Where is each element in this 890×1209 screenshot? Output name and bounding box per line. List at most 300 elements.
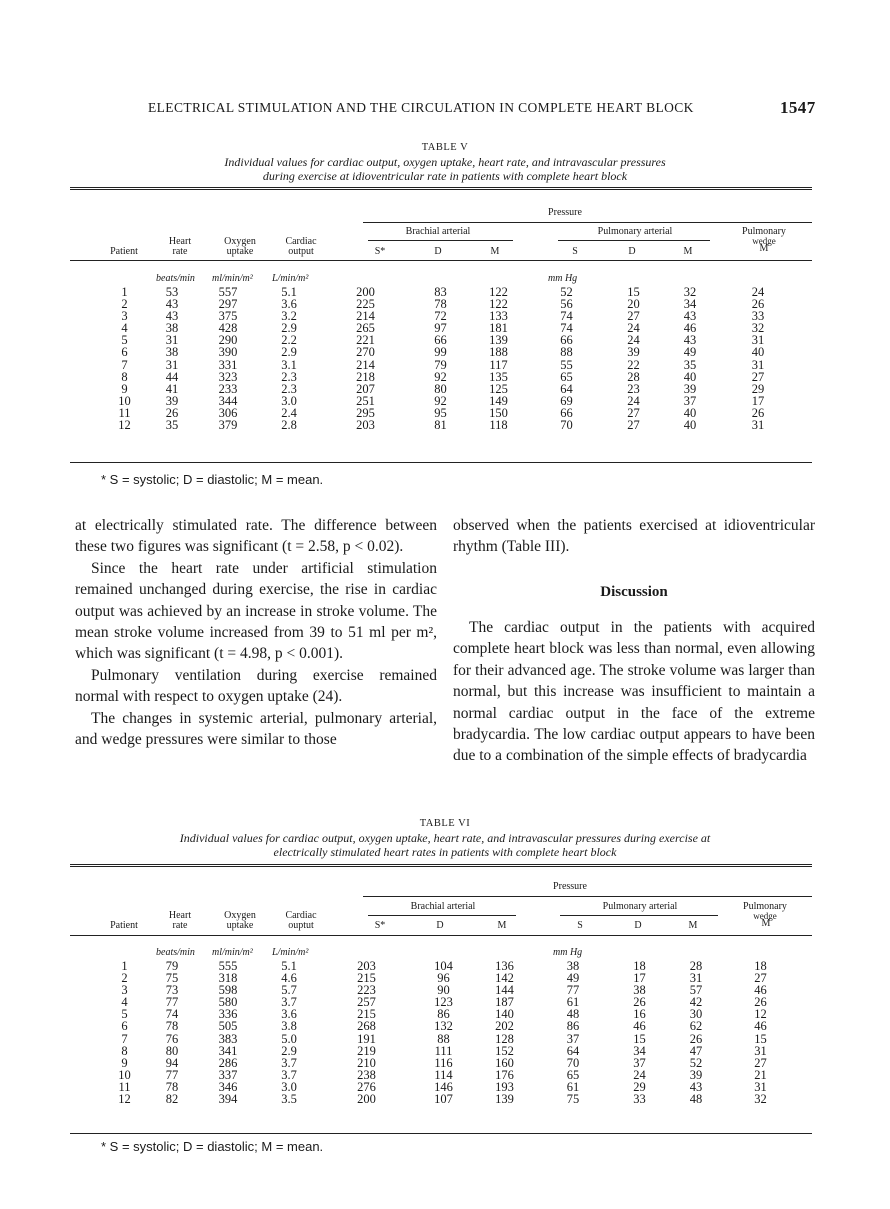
table-cell: 82 — [165, 1092, 179, 1107]
table-cell: 117 — [489, 357, 508, 372]
table-cell: 94 — [165, 1055, 179, 1070]
table-cell: 375 — [218, 309, 238, 324]
table-cell: 2.2 — [281, 333, 297, 348]
table-cell: 75 — [165, 971, 179, 986]
table5-m2-header: M — [683, 246, 693, 257]
table5-top-rule — [70, 187, 812, 190]
table-cell: 346 — [218, 1079, 238, 1094]
table6-units-pressure: mm Hg — [553, 947, 583, 958]
table-cell: 46 — [633, 1019, 646, 1034]
table-cell: 18 — [754, 959, 767, 973]
table-cell: 99 — [434, 345, 447, 360]
table5-wedge-header-2: wedge — [752, 236, 776, 246]
table-cell: 379 — [218, 418, 238, 433]
table-row — [102, 371, 798, 383]
table6-units-oxygen: ml/min/m² — [212, 947, 253, 958]
table5-patient-header: Patient — [110, 246, 138, 257]
table-cell: 3.7 — [281, 1067, 297, 1082]
table-cell: 27 — [754, 971, 767, 986]
table-cell: 43 — [683, 309, 697, 324]
table-cell: 5 — [121, 1007, 128, 1022]
table-cell: 86 — [437, 1007, 450, 1022]
table-cell: 580 — [218, 995, 238, 1010]
table-cell: 15 — [754, 1031, 767, 1046]
table5-brachial-header: Brachial arterial — [405, 226, 471, 237]
table-cell: 3.8 — [281, 1019, 297, 1034]
table-row — [102, 1020, 798, 1032]
table-cell: 31 — [751, 418, 765, 433]
table-cell: 336 — [218, 1007, 238, 1022]
table-cell: 6 — [121, 1019, 128, 1034]
table-cell: 74 — [560, 321, 573, 336]
table-cell: 39 — [165, 393, 179, 408]
table5-bottom-rule — [70, 462, 812, 463]
table-cell: 80 — [434, 381, 447, 396]
table-cell: 65 — [560, 369, 573, 384]
table-cell: 79 — [165, 959, 179, 973]
table-cell: 341 — [218, 1043, 238, 1058]
table-cell: 3 — [121, 983, 128, 998]
table-cell: 18 — [633, 959, 646, 973]
table6-wedge-header-1: Pulmonary — [743, 901, 787, 912]
table-cell: 4 — [121, 995, 128, 1010]
table-cell: 77 — [165, 1067, 179, 1082]
table-cell: 2.8 — [281, 418, 297, 433]
table-cell: 132 — [434, 1019, 453, 1034]
table-cell: 125 — [489, 381, 508, 396]
table-cell: 24 — [627, 321, 640, 336]
table6-units-cardiac: L/min/m² — [272, 947, 309, 958]
table-cell: 39 — [689, 1067, 703, 1082]
table-cell: 139 — [489, 333, 508, 348]
table-cell: 38 — [165, 321, 179, 336]
table-cell: 95 — [434, 405, 447, 420]
table-cell: 214 — [356, 309, 375, 324]
table-cell: 53 — [165, 285, 179, 299]
table-cell: 28 — [689, 959, 703, 973]
table-cell: 43 — [165, 309, 179, 324]
table-cell: 27 — [627, 309, 640, 324]
table-cell: 193 — [495, 1079, 514, 1094]
table-cell: 37 — [566, 1031, 580, 1046]
table-cell: 318 — [218, 971, 238, 986]
table-cell: 24 — [633, 1067, 646, 1082]
table-cell: 46 — [754, 983, 767, 998]
table-cell: 24 — [627, 393, 640, 408]
table-cell: 23 — [627, 381, 640, 396]
table-row — [102, 1045, 798, 1057]
table-cell: 1 — [121, 959, 128, 973]
table-cell: 27 — [627, 418, 640, 433]
table-cell: 43 — [165, 297, 179, 312]
table-cell: 122 — [489, 285, 508, 299]
table-cell: 215 — [357, 971, 376, 986]
table-cell: 30 — [689, 1007, 703, 1022]
table-cell: 3.6 — [281, 297, 297, 312]
table-cell: 21 — [754, 1067, 767, 1082]
table6-header-rule — [70, 935, 812, 936]
table5-wedge-header-1: Pulmonary — [742, 226, 786, 237]
table5-label: TABLE V — [421, 142, 469, 153]
table6-oxygen-header-2: uptake — [226, 920, 254, 931]
table-cell: 35 — [683, 357, 697, 372]
table-cell: 31 — [751, 333, 765, 348]
table5-header-rule — [70, 260, 812, 261]
table5-cardiac-header-2: output — [288, 246, 314, 257]
table-cell: 46 — [683, 321, 697, 336]
table-cell: 306 — [218, 405, 238, 420]
table-cell: 29 — [633, 1079, 646, 1094]
table-cell: 233 — [218, 381, 238, 396]
table-cell: 251 — [356, 393, 375, 408]
table-cell: 16 — [633, 1007, 646, 1022]
table-cell: 97 — [434, 321, 447, 336]
table5-units-heart: beats/min — [156, 273, 195, 284]
table-cell: 203 — [356, 418, 375, 433]
table-cell: 214 — [356, 357, 375, 372]
table-cell: 9 — [121, 1055, 128, 1070]
right-column-top — [453, 515, 815, 558]
table-cell: 111 — [434, 1043, 453, 1058]
table6-pulmonary-arterial-header: Pulmonary arterial — [602, 901, 678, 912]
table5-pressure-rule — [363, 222, 812, 223]
table-cell: 202 — [495, 1019, 514, 1034]
table6-brachial-header: Brachial arterial — [410, 901, 476, 912]
table-cell: 31 — [165, 333, 179, 348]
table-cell: 2.3 — [281, 369, 297, 384]
table5-caption-line2: during exercise at idioventricular rate in patients with complete heart block — [262, 169, 628, 183]
table-cell: 3.5 — [281, 1092, 297, 1107]
table6-oxygen-header-1: Oxygen — [224, 910, 256, 921]
left-paragraph-3: Pulmonary ventilation during exercise remained normal with respect to oxygen uptake (24). — [75, 666, 437, 706]
table-cell: 122 — [489, 297, 508, 312]
table-cell: 5.1 — [281, 285, 297, 299]
table-cell: 79 — [434, 357, 447, 372]
table-cell: 55 — [560, 357, 573, 372]
table6-label: TABLE VI — [419, 818, 471, 829]
table5-d2-header: D — [628, 246, 636, 257]
table-cell: 52 — [689, 1055, 703, 1070]
table-cell: 104 — [434, 959, 453, 973]
table-cell: 78 — [434, 297, 447, 312]
table-cell: 31 — [689, 971, 703, 986]
table5-units-oxygen: ml/min/m² — [212, 273, 253, 284]
table5-oxygen-header-2: uptake — [226, 246, 254, 257]
table-cell: 337 — [218, 1067, 238, 1082]
table-cell: 72 — [434, 309, 447, 324]
table5-pulmonary-rule — [558, 240, 710, 241]
table5-wedge-m-header: M — [759, 243, 769, 254]
table-cell: 2.3 — [281, 381, 297, 396]
table-cell: 8 — [121, 369, 128, 384]
table-cell: 10 — [118, 393, 131, 408]
table-cell: 5.0 — [281, 1031, 297, 1046]
table-cell: 215 — [357, 1007, 376, 1022]
table-cell: 268 — [357, 1019, 376, 1034]
table-cell: 42 — [689, 995, 703, 1010]
table6-wedge-m-header: M — [761, 918, 771, 929]
table5-d-header: D — [434, 246, 442, 257]
table-cell: 17 — [751, 393, 765, 408]
table6-caption-line1: Individual values for cardiac output, oxygen uptake, heart rate, and intravascular pressures during exercise at — [179, 831, 711, 845]
table-cell: 15 — [633, 1031, 646, 1046]
table-cell: 139 — [495, 1092, 514, 1107]
table-cell: 383 — [218, 1031, 238, 1046]
table-cell: 26 — [689, 1031, 703, 1046]
table-cell: 114 — [434, 1067, 453, 1082]
table6-patient-header: Patient — [110, 920, 138, 931]
table-cell: 69 — [560, 393, 573, 408]
table-cell: 26 — [751, 297, 765, 312]
right-paragraph-2: The cardiac output in the patients with acquired complete heart block was less than normal, even allowing for their advanced age. The stroke volume was larger than normal, but this increase was insufficient to maintain a normal cardiac output in the face of the extreme bradycardia. The low cardiac output appears to have been due to a combination of the simple effects of bradycardia — [453, 619, 815, 765]
table6-d-header: D — [436, 920, 444, 931]
table-cell: 5.7 — [281, 983, 297, 998]
table-cell: 28 — [627, 369, 640, 384]
table-row — [102, 419, 798, 431]
table-cell: 78 — [165, 1019, 179, 1034]
table-cell: 77 — [566, 983, 580, 998]
table-cell: 210 — [357, 1055, 376, 1070]
table6-s-header: S — [577, 920, 583, 931]
table-cell: 290 — [218, 333, 238, 348]
table-cell: 344 — [218, 393, 238, 408]
table-cell: 557 — [218, 285, 238, 299]
table-cell: 70 — [566, 1055, 580, 1070]
table5-brachial-rule — [368, 240, 513, 241]
table-cell: 136 — [495, 959, 514, 973]
table-cell: 286 — [218, 1055, 238, 1070]
table-cell: 73 — [165, 983, 179, 998]
table-cell: 223 — [357, 983, 376, 998]
table5-units-pressure: mm Hg — [548, 273, 578, 284]
table-cell: 4.6 — [281, 971, 297, 986]
table6-pressure-header: Pressure — [553, 881, 587, 892]
table-cell: 505 — [218, 1019, 238, 1034]
table-cell: 270 — [356, 345, 375, 360]
table-cell: 90 — [437, 983, 450, 998]
table-row — [102, 346, 798, 358]
table-cell: 40 — [683, 369, 697, 384]
table6-m2-header: M — [688, 920, 698, 931]
table-cell: 62 — [689, 1019, 703, 1034]
table-cell: 181 — [489, 321, 508, 336]
table-cell: 34 — [633, 1043, 646, 1058]
table-cell: 37 — [683, 393, 697, 408]
page-number: 1547 — [780, 98, 816, 117]
table-cell: 133 — [489, 309, 508, 324]
table-cell: 26 — [754, 995, 767, 1010]
table-cell: 78 — [165, 1079, 179, 1094]
running-title: ELECTRICAL STIMULATION AND THE CIRCULATION IN COMPLETE HEART BLOCK — [148, 100, 694, 115]
table-cell: 12 — [118, 1092, 131, 1107]
table6-body — [102, 960, 798, 1105]
table-cell: 33 — [751, 309, 765, 324]
table-cell: 150 — [489, 405, 508, 420]
table-cell: 394 — [218, 1092, 238, 1107]
table-cell: 92 — [434, 369, 447, 384]
table-cell: 80 — [165, 1043, 179, 1058]
table-cell: 2.9 — [281, 1043, 297, 1058]
table-cell: 38 — [165, 345, 179, 360]
table-cell: 40 — [683, 418, 697, 433]
table-cell: 107 — [434, 1092, 453, 1107]
table-cell: 31 — [754, 1043, 767, 1058]
table-cell: 207 — [356, 381, 375, 396]
table-cell: 116 — [434, 1055, 453, 1070]
table-cell: 149 — [489, 393, 508, 408]
table-cell: 75 — [566, 1092, 580, 1107]
table-cell: 3 — [121, 309, 128, 324]
table-cell: 123 — [434, 995, 453, 1010]
table-cell: 598 — [218, 983, 238, 998]
table6-bottom-rule — [70, 1133, 812, 1134]
table-cell: 49 — [683, 345, 697, 360]
table6-heart-header-2: rate — [172, 920, 188, 931]
table-cell: 221 — [356, 333, 375, 348]
table-cell: 1 — [121, 285, 128, 299]
table-cell: 2.9 — [281, 321, 297, 336]
table-cell: 43 — [683, 333, 697, 348]
table-cell: 66 — [560, 405, 573, 420]
table-cell: 9 — [121, 381, 128, 396]
table-cell: 146 — [434, 1079, 453, 1094]
table-cell: 88 — [437, 1031, 450, 1046]
left-paragraph-2: Since the heart rate under artificial stimulation remained unchanged during exercise, the rise in cardiac output was achieved by an increase in stroke volume. The mean stroke volume increased from 39 to 51 ml per m², which was significant (t = 4.98, p < 0.001). — [75, 559, 437, 663]
table-cell: 555 — [218, 959, 238, 973]
table5-body — [102, 286, 798, 431]
table6-top-rule — [70, 864, 812, 867]
table-cell: 32 — [754, 1092, 767, 1107]
table-cell: 39 — [683, 381, 697, 396]
table6-cardiac-header-1: Cardiac — [285, 910, 317, 921]
table5-oxygen-header-1: Oxygen — [224, 236, 256, 247]
table-cell: 76 — [165, 1031, 179, 1046]
table-cell: 12 — [754, 1007, 767, 1022]
table6-caption — [90, 831, 800, 859]
table-cell: 276 — [357, 1079, 376, 1094]
table-cell: 238 — [357, 1067, 376, 1082]
table5-footnote: * S = systolic; D = diastolic; M = mean. — [101, 472, 324, 487]
table-cell: 152 — [495, 1043, 514, 1058]
table-cell: 191 — [357, 1031, 376, 1046]
table5-units-cardiac: L/min/m² — [272, 273, 309, 284]
table-cell: 295 — [356, 405, 375, 420]
table-cell: 48 — [689, 1092, 703, 1107]
left-column — [75, 515, 437, 750]
table-cell: 37 — [633, 1055, 646, 1070]
table-row — [102, 359, 798, 371]
table6-tbody — [102, 960, 798, 1105]
table6-cardiac-header-2: ouptut — [288, 920, 314, 931]
table-cell: 176 — [495, 1067, 514, 1082]
table-cell: 33 — [633, 1092, 646, 1107]
table-cell: 3.0 — [281, 1079, 297, 1094]
table-cell: 46 — [754, 1019, 767, 1034]
table-cell: 118 — [489, 418, 508, 433]
table6-pulmonary-rule — [560, 915, 718, 916]
table-cell: 88 — [560, 345, 573, 360]
table-cell: 65 — [566, 1067, 580, 1082]
table-cell: 140 — [495, 1007, 514, 1022]
table-cell: 64 — [560, 381, 573, 396]
table-cell: 26 — [165, 405, 179, 420]
table-cell: 144 — [495, 983, 514, 998]
table-cell: 2.4 — [281, 405, 297, 420]
table-cell: 2.9 — [281, 345, 297, 360]
table6-wedge-header-2: wedge — [753, 911, 777, 921]
table6-heart-header-1: Heart — [168, 910, 192, 921]
table-cell: 35 — [165, 418, 179, 433]
table-cell: 7 — [121, 1031, 128, 1046]
running-head — [0, 100, 890, 120]
table-cell: 66 — [560, 333, 573, 348]
table-cell: 12 — [118, 418, 131, 433]
table-cell: 188 — [489, 345, 508, 360]
table-cell: 61 — [566, 1079, 580, 1094]
table-cell: 3.2 — [281, 309, 297, 324]
table-cell: 31 — [754, 1079, 767, 1094]
table-cell: 81 — [434, 418, 447, 433]
table-cell: 66 — [434, 333, 447, 348]
table-cell: 428 — [218, 321, 238, 336]
table5-heart-header-2: rate — [172, 246, 188, 257]
table-cell: 40 — [751, 345, 765, 360]
table6-m-header: M — [497, 920, 507, 931]
table6-caption-line2: electrically stimulated heart rates in patients with complete heart block — [273, 845, 617, 859]
left-paragraph-4: The changes in systemic arterial, pulmonary arterial, and wedge pressures were similar to those — [75, 709, 437, 749]
table-cell: 3.6 — [281, 1007, 297, 1022]
table5-caption — [100, 155, 790, 183]
table-cell: 24 — [751, 285, 765, 299]
table-cell: 39 — [627, 345, 640, 360]
right-column-bottom — [453, 617, 815, 767]
table-cell: 2 — [121, 971, 128, 986]
table-cell: 34 — [683, 297, 697, 312]
table-cell: 331 — [218, 357, 238, 372]
discussion-heading: Discussion — [600, 584, 668, 600]
table-row — [102, 1033, 798, 1045]
table-cell: 26 — [751, 405, 765, 420]
table-cell: 44 — [165, 369, 179, 384]
table-cell: 77 — [165, 995, 179, 1010]
table-cell: 32 — [751, 321, 765, 336]
table-cell: 3.7 — [281, 995, 297, 1010]
table-cell: 265 — [356, 321, 375, 336]
table-cell: 15 — [627, 285, 640, 299]
table-cell: 61 — [566, 995, 580, 1010]
table-cell: 24 — [627, 333, 640, 348]
table-cell: 38 — [566, 959, 580, 973]
table-cell: 47 — [689, 1043, 703, 1058]
table-cell: 27 — [754, 1055, 767, 1070]
table-cell: 10 — [118, 1067, 131, 1082]
table-cell: 5 — [121, 333, 128, 348]
table-cell: 74 — [560, 309, 573, 324]
table5-caption-line1: Individual values for cardiac output, oxygen uptake, heart rate, and intravascular pressures — [224, 155, 666, 169]
table-cell: 92 — [434, 393, 447, 408]
table-row — [102, 1093, 798, 1105]
table-cell: 29 — [751, 381, 765, 396]
table6-brachial-rule — [368, 915, 516, 916]
table-cell: 2 — [121, 297, 128, 312]
table-cell: 203 — [357, 959, 376, 973]
table-cell: 7 — [121, 357, 128, 372]
table-cell: 64 — [566, 1043, 580, 1058]
table-cell: 74 — [165, 1007, 179, 1022]
table-cell: 83 — [434, 285, 447, 299]
table-cell: 5.1 — [281, 959, 297, 973]
table-cell: 11 — [118, 405, 131, 420]
